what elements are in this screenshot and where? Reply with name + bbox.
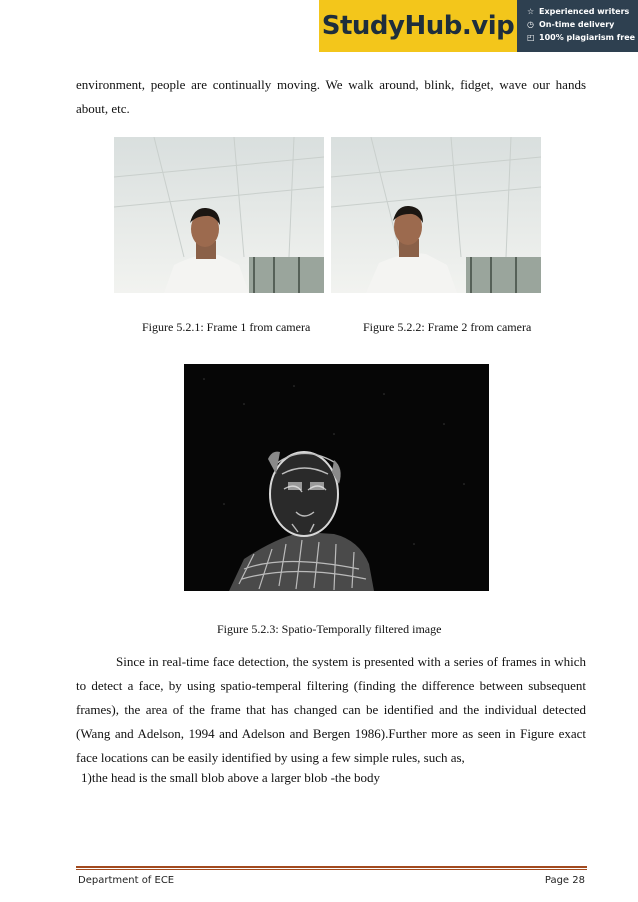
document-icon: ◰ <box>527 33 535 42</box>
clock-icon: ◷ <box>527 20 534 29</box>
feature-text: Experienced writers <box>539 7 630 16</box>
rule-item: 1)the head is the small blob above a larger blob -the body <box>81 770 381 785</box>
footer-rule <box>76 866 587 868</box>
feature-list <box>517 0 638 52</box>
body-paragraph: environment, people are continually moving. We walk around, blink, fidget, wave our hands about, etc. <box>76 77 586 116</box>
studyhub-banner[interactable] <box>319 0 638 52</box>
figure-caption-frame-2: Figure 5.2.2: Frame 2 from camera <box>363 320 532 334</box>
feature-item <box>527 5 638 18</box>
feature-text: 100% plagiarism free <box>539 33 636 42</box>
footer-page-number: Page 28 <box>544 875 585 886</box>
footer-rule-thin <box>76 869 587 870</box>
feature-text: On-time delivery <box>539 20 615 29</box>
spatio-temporal-filtered-image <box>184 364 489 591</box>
body-paragraph: Since in real-time face detection, the system is presented with a series of frames in which to detect a face, by using spatio-temperal filtering (finding the difference between subsequent frames), the area of the frame that has changed can be identified and the individual detected (Wang and Adelson, 1994 and Adelson and Bergen 1986).Further more as seen in Figure exact face locations can be easily identified by using a few simple rules, such as, <box>76 654 586 765</box>
star-icon: ☆ <box>527 7 535 16</box>
page-footer <box>78 875 585 886</box>
figure-caption-filtered: Figure 5.2.3: Spatio-Temporally filtered image <box>217 622 442 636</box>
feature-item <box>527 18 638 31</box>
feature-item <box>527 31 638 44</box>
studyhub-logo[interactable]: StudyHub.vip <box>319 0 517 52</box>
figure-caption-frame-1: Figure 5.2.1: Frame 1 from camera <box>142 320 311 334</box>
footer-department: Department of ECE <box>78 875 175 886</box>
camera-frame-2-image <box>331 137 541 293</box>
camera-frame-1-image <box>114 137 324 293</box>
